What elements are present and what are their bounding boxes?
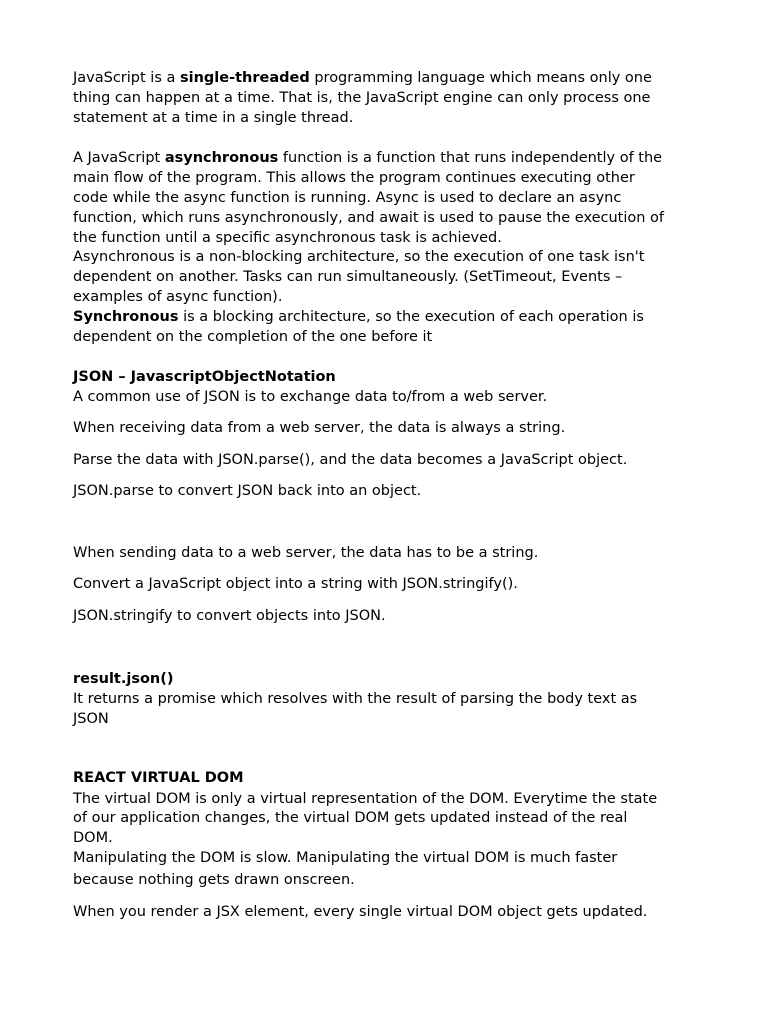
paragraph-single-threaded-line-3: statement at a time in a single thread. <box>73 110 354 126</box>
paragraph-async-line-4: function, which runs asynchronously, and await is used to pause the execution of <box>73 210 665 226</box>
bold-term-synchronous: Synchronous <box>73 309 179 325</box>
json-heading: JSON – JavascriptObjectNotation <box>73 369 336 385</box>
json-line-1: A common use of JSON is to exchange data to/from a web server. <box>73 389 548 405</box>
paragraph-async-line-8: examples of async function). <box>73 289 283 305</box>
paragraph-async-line-1 <box>73 148 662 168</box>
react-virtual-dom-heading: REACT VIRTUAL DOM <box>73 770 244 786</box>
paragraph-sync-line-2: dependent on the completion of the one before it <box>73 329 433 345</box>
json-line-4: JSON.parse to convert JSON back into an object. <box>73 483 422 499</box>
text: A JavaScript <box>73 150 165 166</box>
bold-term-asynchronous: asynchronous <box>164 150 279 166</box>
paragraph-async-line-6: Asynchronous is a non-blocking architecture, so the execution of one task isn't <box>73 249 645 265</box>
document-page <box>73 0 703 1024</box>
result-json-heading: result.json() <box>73 671 174 687</box>
json-line-5: When sending data to a web server, the data has to be a string. <box>73 545 539 561</box>
paragraph-async-line-3: code while the async function is running. Async is used to declare an async <box>73 190 622 206</box>
json-line-6: Convert a JavaScript object into a string with JSON.stringify(). <box>73 576 518 592</box>
react-line-5: because nothing gets drawn onscreen. <box>73 872 355 888</box>
react-line-2: of our application changes, the virtual DOM gets updated instead of the real <box>73 810 628 826</box>
paragraph-async-line-5: the function until a specific asynchronous task is achieved. <box>73 230 502 246</box>
text: function is a function that runs independently of the <box>278 150 663 166</box>
react-line-1: The virtual DOM is only a virtual representation of the DOM. Everytime the state <box>73 791 658 807</box>
react-line-6: When you render a JSX element, every single virtual DOM object gets updated. <box>73 904 648 920</box>
paragraph-async-line-7: dependent on another. Tasks can run simultaneously. (SetTimeout, Events – <box>73 269 623 285</box>
json-line-2: When receiving data from a web server, the data is always a string. <box>73 420 566 436</box>
paragraph-sync-line-1 <box>73 307 644 327</box>
json-line-3: Parse the data with JSON.parse(), and the data becomes a JavaScript object. <box>73 452 628 468</box>
bold-term-single-threaded: single-threaded <box>179 70 310 86</box>
result-json-line-1: It returns a promise which resolves with the result of parsing the body text as <box>73 691 638 707</box>
text: programming language which means only one <box>309 70 652 86</box>
react-line-3: DOM. <box>73 830 113 846</box>
json-line-7: JSON.stringify to convert objects into JSON. <box>73 608 386 624</box>
text: is a blocking architecture, so the execution of each operation is <box>178 309 644 325</box>
paragraph-single-threaded-line-1 <box>73 68 652 88</box>
result-json-line-2: JSON <box>73 711 109 727</box>
paragraph-async-line-2: main flow of the program. This allows the program continues executing other <box>73 170 635 186</box>
text: JavaScript is a <box>73 70 180 86</box>
paragraph-single-threaded-line-2: thing can happen at a time. That is, the JavaScript engine can only process one <box>73 90 651 106</box>
react-line-4: Manipulating the DOM is slow. Manipulating the virtual DOM is much faster <box>73 850 618 866</box>
